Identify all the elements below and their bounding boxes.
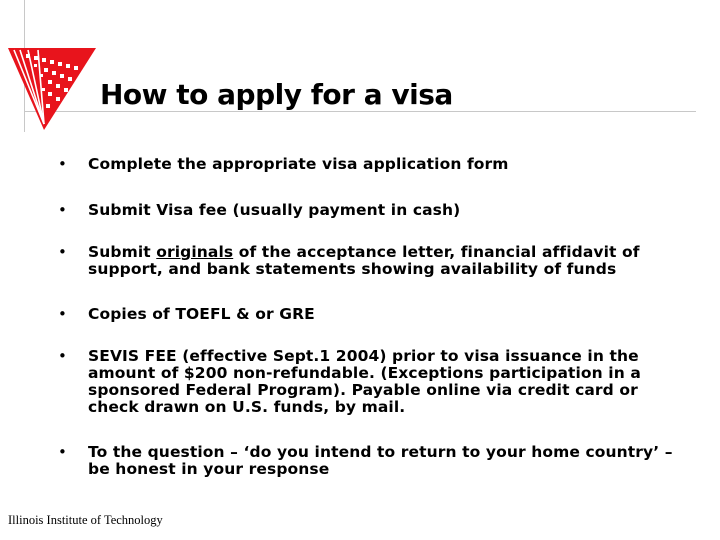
bullet-item — [58, 202, 678, 219]
bullet-dot: • — [58, 155, 67, 173]
bullet-dot: • — [58, 305, 67, 323]
bullet-item — [58, 244, 678, 278]
footer-institution: Illinois Institute of Technology — [8, 513, 163, 527]
bullet-dot: • — [58, 347, 67, 365]
bullet-item — [58, 156, 678, 173]
title-underline-rule — [24, 111, 696, 112]
bullet-item — [58, 348, 678, 416]
bullet-text-underlined: originals — [156, 243, 234, 261]
red-triangle-logo-icon — [4, 44, 100, 134]
bullet-text: SEVIS FEE (effective Sept.1 2004) prior to visa issuance in the amount of $200 non-refundable. (Exceptions participation in a sponsored Federal Program). Payable online via credit card or check drawn on U.S. funds, by mail. — [88, 347, 641, 416]
bullet-text: Submit Visa fee (usually payment in cash) — [88, 201, 461, 219]
bullet-dot: • — [58, 243, 67, 261]
bullet-item — [58, 444, 678, 478]
bullet-text: Copies of TOEFL & or GRE — [88, 305, 315, 323]
bullet-dot: • — [58, 201, 67, 219]
bullet-text: Complete the appropriate visa application form — [88, 155, 509, 173]
bullet-text: To the question – ‘do you intend to return to your home country’ – be honest in your response — [88, 443, 673, 478]
bullet-text-after: of the acceptance letter, financial affidavit of support, and bank statements showing availability of funds — [88, 243, 640, 278]
bullet-dot: • — [58, 443, 67, 461]
bullet-text-before: Submit — [88, 243, 157, 261]
slide-title: How to apply for a visa — [100, 78, 453, 111]
bullet-item — [58, 306, 678, 323]
bullet-text — [88, 244, 678, 278]
